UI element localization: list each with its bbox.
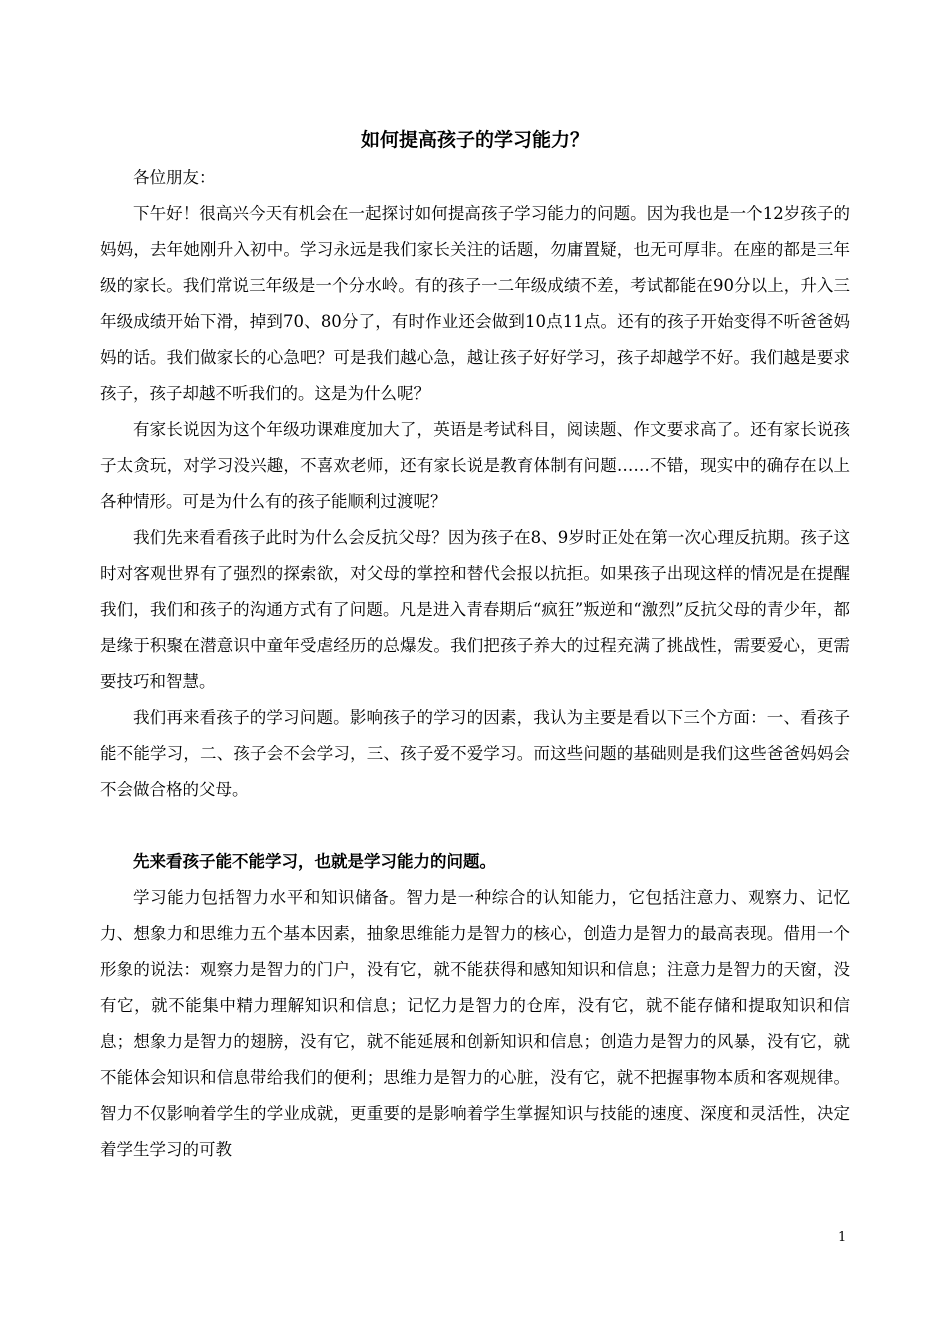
section-paragraph: 学习能力包括智力水平和知识储备。智力是一种综合的认知能力，它包括注意力、观察力、记忆力、想象力和思维力五个基本因素，抽象思维能力是智力的核心，创造力是智力的最高表现。借用一个形象的说法：观察力是智力的门户，没有它，就不能获得和感知知识和信息；注意力是智力的天窗，没有它，就不能集中精力理解知识和信息；记忆力是智力的仓库，没有它，就不能存储和提取知识和信息；想象力是智力的翅膀，没有它，就不能延展和创新知识和信息；创造力是智力的风暴，没有它，就不能体会知识和信息带给我们的便利；思维力是智力的心脏，没有它，就不把握事物本质和客观规律。智力不仅影响着学生的学业成就，更重要的是影响着学生掌握知识与技能的速度、深度和灵活性，决定着学生学习的可教 [100,888,850,1159]
document-title: 如何提高孩子的学习能力？ [360,129,589,151]
section-heading: 先来看孩子能不能学习，也就是学习能力的问题。 [133,852,496,871]
paragraph-1: 下午好！很高兴今天有机会在一起探讨如何提高孩子学习能力的问题。因为我也是一个12岁孩子的妈妈，去年她刚升入初中。学习永远是我们家长关注的话题，勿庸置疑，也无可厚非。在座的都是三年级的家长。我们常说三年级是一个分水岭。有的孩子一二年级成绩不差，考试都能在90分以上，升入三年级成绩开始下滑，掉到70、80分了，有时作业还会做到10点11点。还有的孩子开始变得不听爸爸妈妈的话。我们做家长的心急吧？可是我们越心急，越让孩子好好学习，孩子却越学不好。我们越是要求孩子，孩子却越不听我们的。这是为什么呢？ [100,204,850,403]
document-body [100,160,850,1168]
paragraph-2: 有家长说因为这个年级功课难度加大了，英语是考试科目，阅读题、作文要求高了。还有家长说孩子太贪玩，对学习没兴趣，不喜欢老师，还有家长说是教育体制有问题……不错，现实中的确存在以上各种情形。可是为什么有的孩子能顺利过渡呢？ [100,420,850,511]
paragraph-4: 我们再来看孩子的学习问题。影响孩子的学习的因素，我认为主要是看以下三个方面：一、看孩子能不能学习，二、孩子会不会学习，三、孩子爱不爱学习。而这些问题的基础则是我们这些爸爸妈妈会不会做合格的父母。 [100,708,850,799]
page-number: 1 [838,1230,847,1245]
paragraph-3: 我们先来看看孩子此时为什么会反抗父母？因为孩子在8、9岁时正处在第一次心理反抗期。孩子这时对客观世界有了强烈的探索欲，对父母的掌控和替代会报以抗拒。如果孩子出现这样的情况是在提醒我们，我们和孩子的沟通方式有了问题。凡是进入青春期后“疯狂”叛逆和“激烈”反抗父母的青少年，都是缘于积聚在潜意识中童年受虐经历的总爆发。我们把孩子养大的过程充满了挑战性，需要爱心，更需要技巧和智慧。 [100,528,850,691]
greeting-line: 各位朋友： [133,168,216,187]
